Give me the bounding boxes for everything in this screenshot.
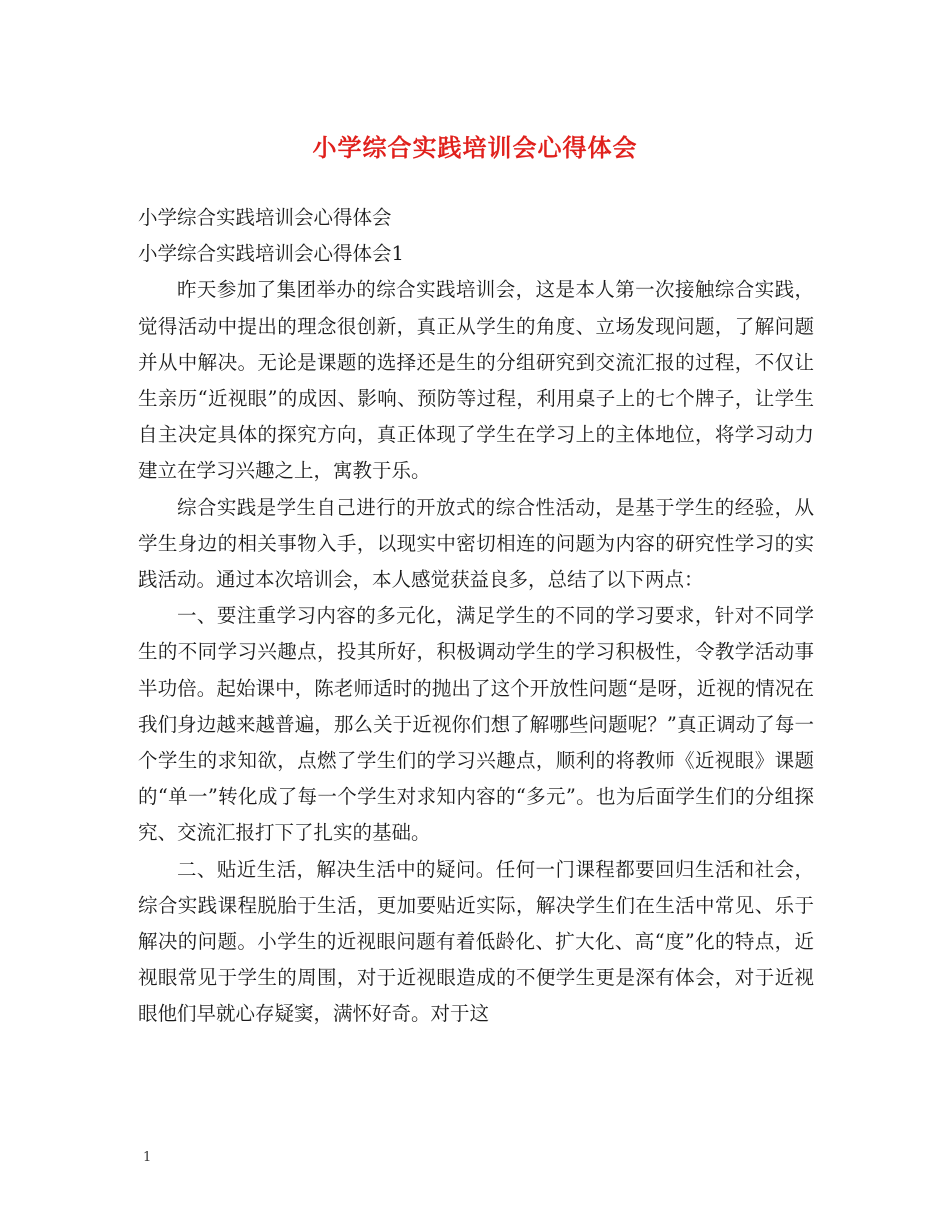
document-title: 小学综合实践培训会心得体会 (312, 133, 638, 162)
paragraph-4: 二、贴近生活，解决生活中的疑问。任何一门课程都要回归生活和社会，综合实践课程脱胎于生活，更加要贴近实际，解决学生们在生活中常见、乐于解决的问题。小学生的近视眼问题有着低龄化、扩大化、高“度”化的特点，近视眼常见于学生的周围，对于近视眼造成的不便学生更是深有体会，对于近视眼他们早就心存疑窦，满怀好奇。对于这 (138, 857, 814, 1026)
paragraph-3: 一、要注重学习内容的多元化，满足学生的不同的学习要求，针对不同学生的不同学习兴趣点，投其所好，积极调动学生的学习积极性，令教学活动事半功倍。起始课中，陈老师适时的抛出了这个开放性问题“是呀，近视的情况在我们身边越来越普遍，那么关于近视你们想了解哪些问题呢？”真正调动了每一个学生的求知欲，点燃了学生们的学习兴趣点，顺利的将教师《近视眼》课题的“单一”转化成了每一个学生对求知内容的“多元”。也为后面学生们的分组探究、交流汇报打下了扎实的基础。 (138, 604, 814, 845)
subsection-heading: 小学综合实践培训会心得体会1 (138, 242, 404, 266)
document-body (138, 200, 814, 1033)
paragraph-1: 昨天参加了集团举办的综合实践培训会，这是本人第一次接触综合实践，觉得活动中提出的理念很创新，真正从学生的角度、立场发现问题，了解问题并从中解决。无论是课题的选择还是生的分组研究到交流汇报的过程，不仅让生亲历“近视眼”的成因、影响、预防等过程，利用桌子上的七个牌子，让学生自主决定具体的探究方向，真正体现了学生在学习上的主体地位，将学习动力建立在学习兴趣之上，寓教于乐。 (138, 278, 814, 483)
paragraph-2: 综合实践是学生自己进行的开放式的综合性活动，是基于学生的经验，从学生身边的相关事物入手，以现实中密切相连的问题为内容的研究性学习的实践活动。通过本次培训会，本人感觉获益良多，总结了以下两点： (138, 495, 814, 592)
section-heading: 小学综合实践培训会心得体会 (138, 206, 392, 229)
page-number: 1 (143, 1150, 152, 1165)
